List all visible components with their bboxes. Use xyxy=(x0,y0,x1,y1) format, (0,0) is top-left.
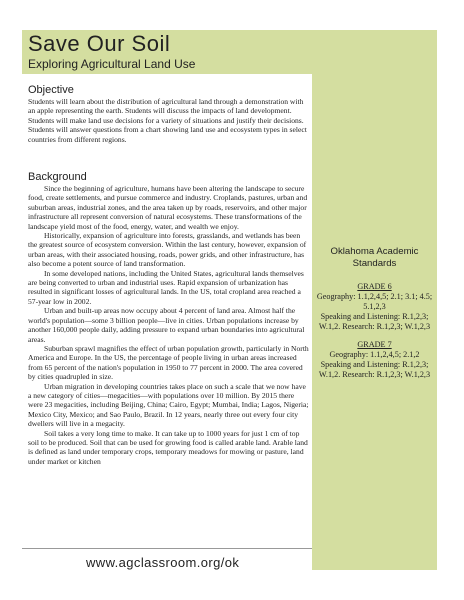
grade-6-heading: GRADE 6 xyxy=(357,282,392,291)
speaking-listening-value: : R.1,2,3; W.1,2 xyxy=(318,312,429,331)
geography-label: Geography xyxy=(316,292,354,301)
page-title: Save Our Soil xyxy=(28,31,171,56)
footer-url[interactable]: www.agclassroom.org/ok xyxy=(86,555,240,570)
background-paragraph: Since the beginning of agriculture, humans have been altering the landscape to secure food, create settlements, and pursue commerce and industry. Croplands, pastures, urban and suburban areas, industrial zones, and the area taken up by roads, reservoirs, and other major infrastructure all represent conversion of natural ecosystems. These transformations of the landscape yield most of the food, energy, water, and wealth we enjoy. xyxy=(28,184,308,231)
standards-panel xyxy=(312,246,437,380)
research-label: Research xyxy=(342,370,373,379)
footer-divider xyxy=(22,548,312,549)
background-paragraph: Suburban sprawl magnifies the effect of urban population growth, particularly in North America and Europe. In the US, the percentage of people living in urban areas increased from 65 percent of the nation's population in 1950 to 77 percent in 2000. The area covered by cities quadrupled in size. xyxy=(28,343,309,382)
grade-7-block xyxy=(312,340,437,380)
objective-text xyxy=(28,97,310,144)
grade-6-block xyxy=(312,282,437,332)
speaking-listening-value: : R.1,2,3; W.1,2 xyxy=(318,360,429,379)
background-paragraph: Historically, expansion of agriculture into forests, grasslands, and wetlands has been the greatest source of ecosystem conversion. Within the last century, however, expansion of urban areas, with their associated housing, roads, power grids, and other infrastructure, has also become a potent source of land transformation. xyxy=(28,231,307,269)
background-paragraph: Urban and built-up areas now occupy about 4 percent of land area. Almost half the world's population—some 3 billion people—live in cities. Urban populations increase by another 160,000 people daily, adding pressure to expand urban boundaries into agricultural areas. xyxy=(28,306,305,344)
page-subtitle: Exploring Agricultural Land Use xyxy=(28,57,196,71)
geography-value: : 1.1,2,4,5; 2.1,2 xyxy=(365,350,420,359)
objective-paragraph: Students will learn about the distribution of agricultural land through a demonstration with an apple representing the earth. Students will discuss the impacts of land development. Students will make land use decisions for a variety of situations and justify their decisions. Students will answer questions from a chart showing land use and ecosystem types in select countries from different regions. xyxy=(28,97,307,144)
geography-value: : 1.1,2,4,5; 2.1; 3.1; 4.5; 5.1,2,3 xyxy=(353,292,433,311)
speaking-listening-label: Speaking and Listening xyxy=(320,360,398,369)
research-value: : R.1,2,3; W.1,2,3 xyxy=(372,322,431,331)
standards-title: Oklahoma Academic Standards xyxy=(330,246,419,269)
background-heading: Background xyxy=(28,171,87,183)
geography-label: Geography xyxy=(329,350,366,359)
grade-7-heading: GRADE 7 xyxy=(357,340,392,349)
speaking-listening-label: Speaking and Listening xyxy=(320,312,398,321)
objective-heading: Objective xyxy=(28,84,74,96)
background-paragraph: In some developed nations, including the United States, agricultural lands themselves are being converted to urban and industrial uses. Rapid expansion of urbanization has resulted in significant losses of agricultural lands. In the US, total cropland area reached a 57-year low in 2002. xyxy=(28,268,304,306)
grade-6-geography xyxy=(312,292,437,312)
grade-7-speaking: Speaking and Listening: R.1,2,3; W.1,2. Research: R.1,2,3; W.1,2,3 xyxy=(318,360,431,379)
research-value: : R.1,2,3; W.1,2,3 xyxy=(372,370,431,379)
grade-7-geography xyxy=(312,350,437,360)
background-paragraph: Urban migration in developing countries takes place on such a scale that we now have a new category of cities—megacities—with populations over 10 million. By 2015 there were 23 megacities, including Beijing, China; Cairo, Egypt; Mumbai, India; Lagos, Nigeria; Mexico City, Mexico; and Sao Paulo, Brazil. In 12 years, nearly three out every four city dwellers will live in a megacity. xyxy=(28,381,309,429)
grade-6-speaking: Speaking and Listening: R.1,2,3; W.1,2. Research: R.1,2,3; W.1,2,3 xyxy=(318,312,431,331)
research-label: Research xyxy=(342,322,373,331)
background-paragraph: Soil takes a very long time to make. It can take up to 1000 years for just 1 cm of top soil to be produced. Soil that can be used for growing food is called arable land. Arable land is defined as land under temporary crops, temporary meadows for mowing or pasture, land under market or kitchen xyxy=(28,428,308,466)
background-text xyxy=(28,184,310,466)
